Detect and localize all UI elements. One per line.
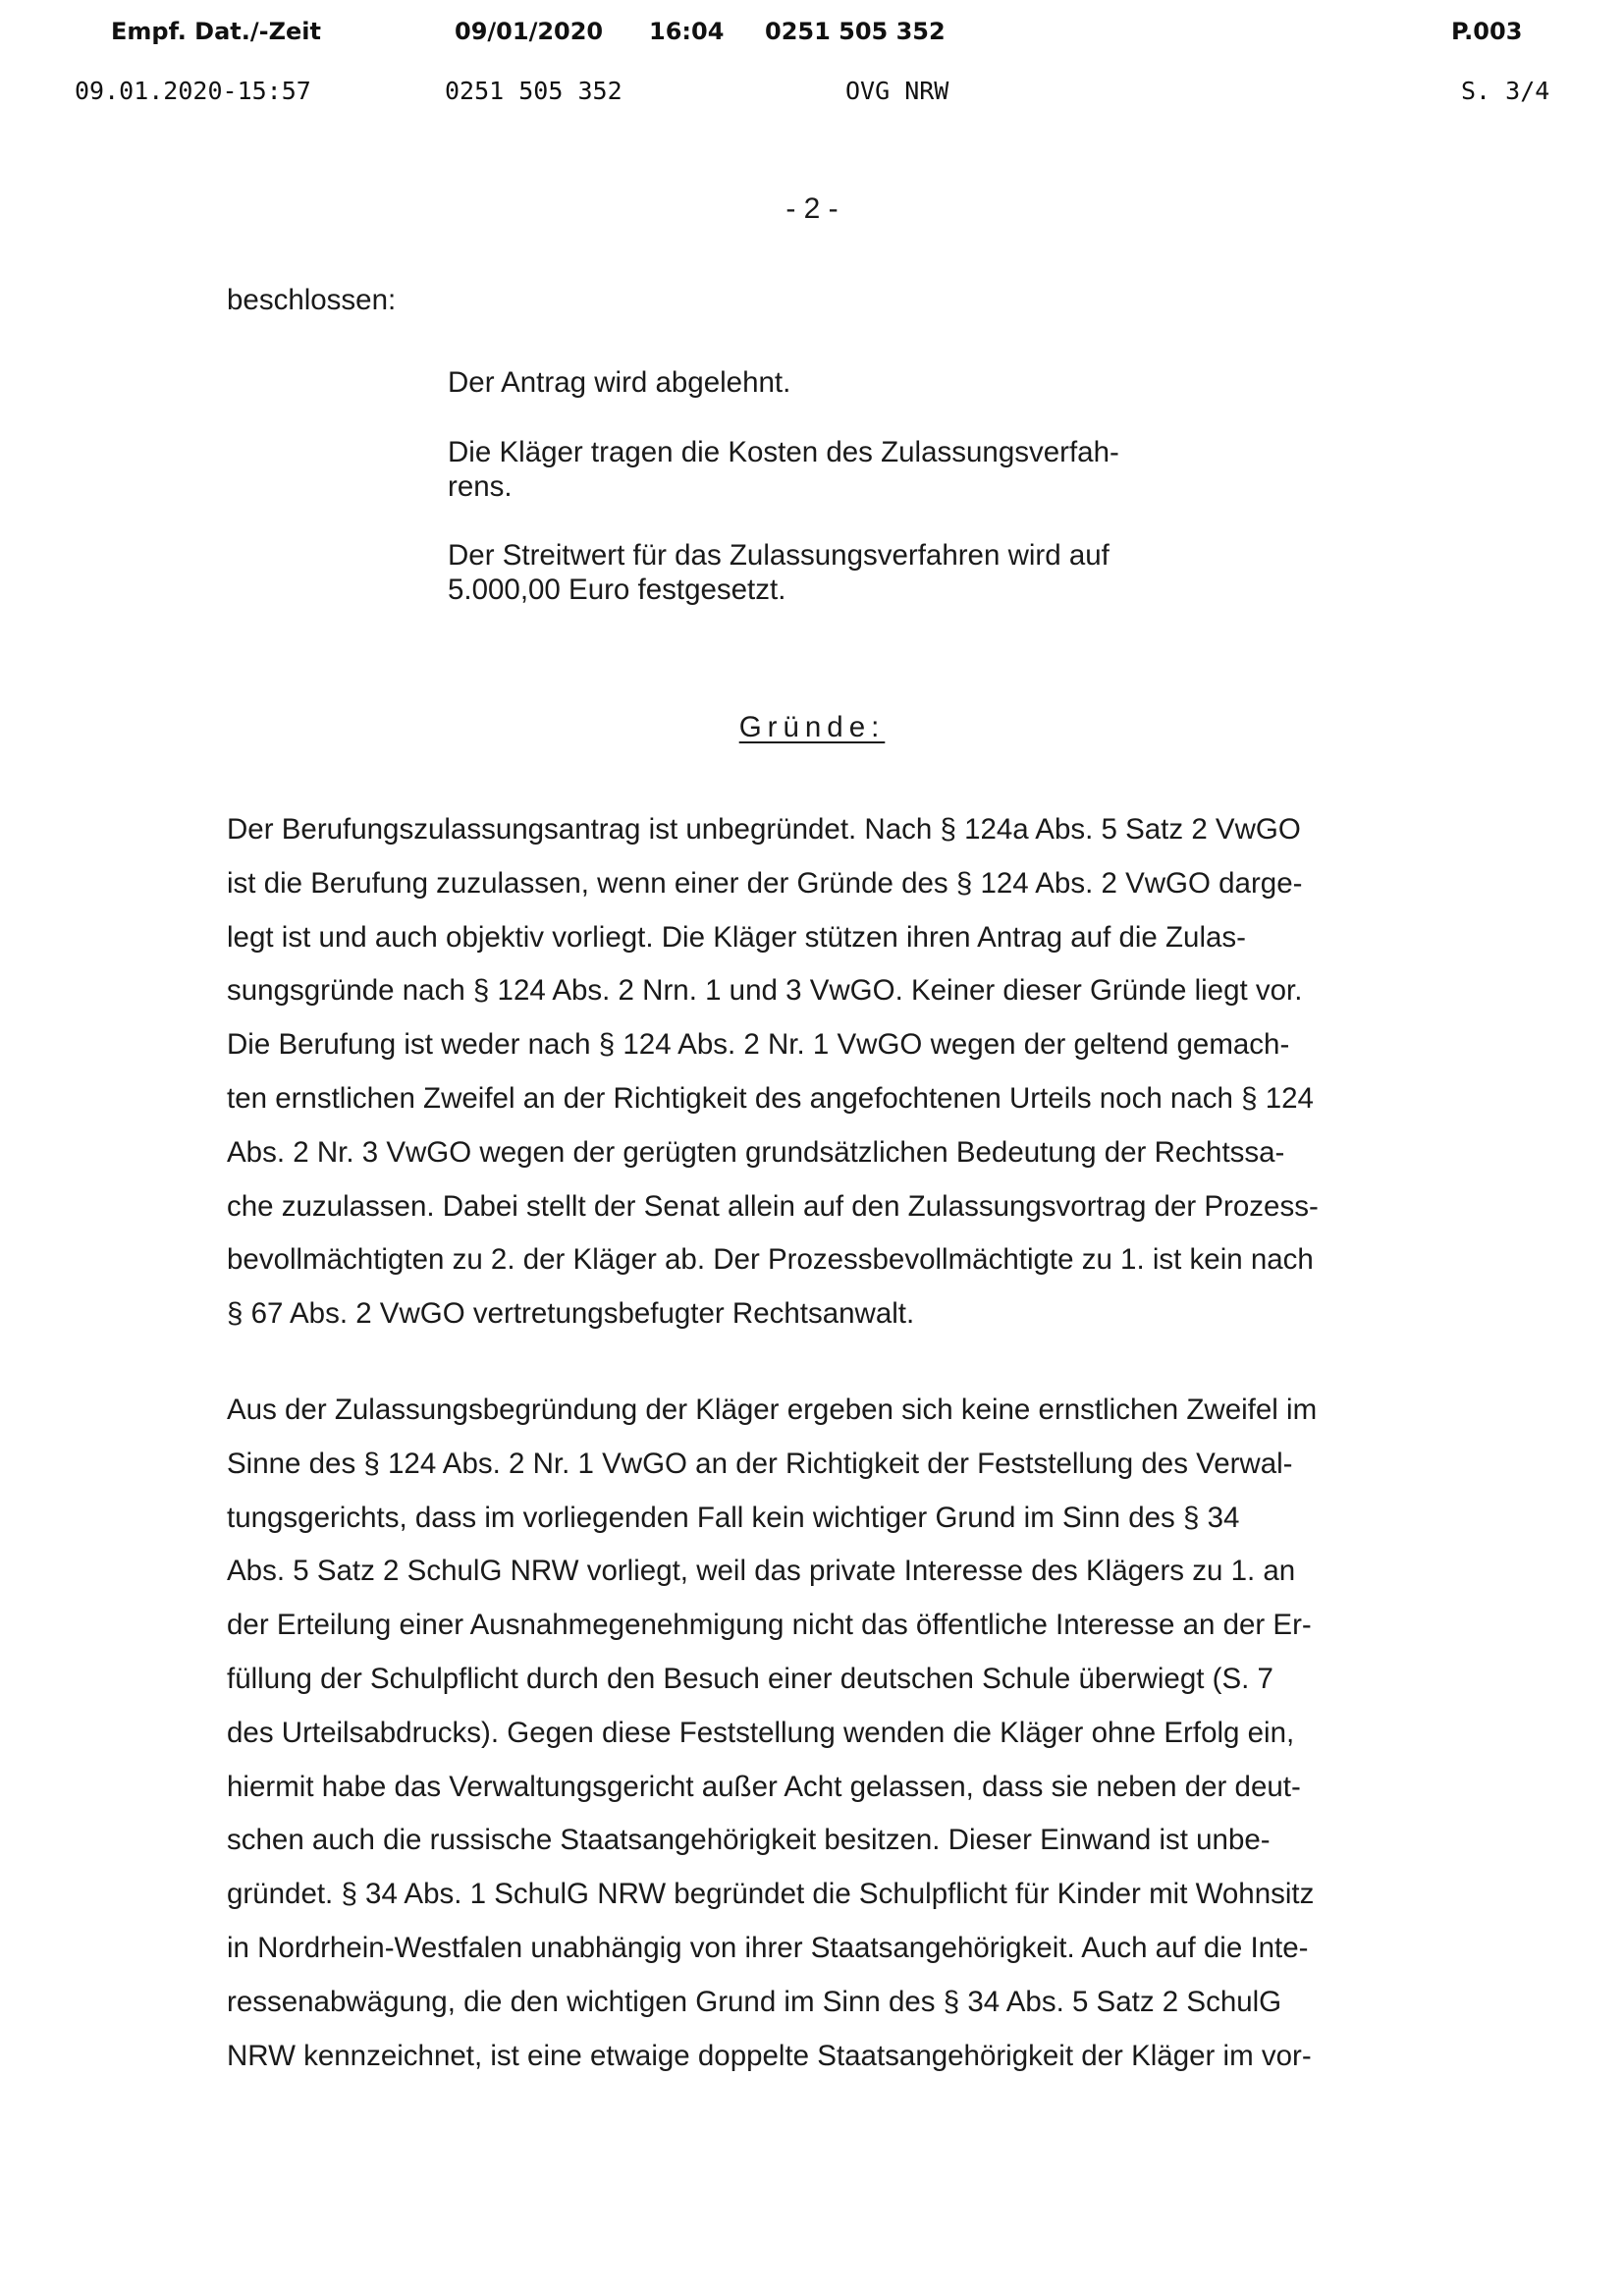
paragraph-line: Die Berufung ist weder nach § 124 Abs. 2 Nr. 1 VwGO wegen der geltend gemach- bbox=[227, 1028, 1290, 1062]
fax-sender-name: OVG NRW bbox=[845, 77, 949, 105]
paragraph-line: ist die Berufung zuzulassen, wenn einer der Gründe des § 124 Abs. 2 VwGO darge- bbox=[227, 866, 1303, 900]
fax-sent-page: S. 3/4 bbox=[1461, 77, 1550, 105]
fax-sent-number: 0251 505 352 bbox=[445, 77, 623, 105]
paragraph-line: der Erteilung einer Ausnahmegenehmigung nicht das öffentliche Interesse an der Er- bbox=[227, 1609, 1312, 1642]
decision-line: Der Antrag wird abgelehnt. bbox=[448, 366, 791, 399]
paragraph-line: NRW kennzeichnet, ist eine etwaige doppelte Staatsangehörigkeit der Kläger im vor- bbox=[227, 2039, 1312, 2072]
fax-received-page: P.003 bbox=[1451, 18, 1523, 45]
reasons-heading bbox=[0, 711, 1624, 744]
paragraph-line: sungsgründe nach § 124 Abs. 2 Nrn. 1 und 3 VwGO. Keiner dieser Gründe liegt vor. bbox=[227, 974, 1303, 1008]
paragraph-line: Der Berufungszulassungsantrag ist unbegründet. Nach § 124a Abs. 5 Satz 2 VwGO bbox=[227, 813, 1301, 846]
paragraph-line: gründet. § 34 Abs. 1 SchulG NRW begründet die Schulpflicht für Kinder mit Wohnsitz bbox=[227, 1878, 1315, 1911]
fax-received-number: 0251 505 352 bbox=[765, 18, 946, 45]
paragraph-line: legt ist und auch objektiv vorliegt. Die Kläger stützen ihren Antrag auf die Zulas- bbox=[227, 920, 1246, 954]
paragraph-line: tungsgerichts, dass im vorliegenden Fall kein wichtiger Grund im Sinn des § 34 bbox=[227, 1501, 1240, 1534]
page-number: - 2 - bbox=[785, 192, 839, 225]
decision-line: 5.000,00 Euro festgesetzt. bbox=[448, 574, 786, 606]
paragraph-line: hiermit habe das Verwaltungsgericht außer Acht gelassen, dass sie neben der deut- bbox=[227, 1770, 1301, 1803]
fax-received-time: 16:04 bbox=[649, 18, 725, 45]
fax-sent-datetime: 09.01.2020-15:57 bbox=[75, 77, 311, 105]
fax-received-date: 09/01/2020 bbox=[455, 18, 604, 45]
fax-received-label: Empf. Dat./-Zeit bbox=[111, 18, 321, 45]
paragraph-line: bevollmächtigten zu 2. der Kläger ab. Der Prozessbevollmächtigte zu 1. ist kein nach bbox=[227, 1243, 1314, 1277]
reasons-heading-text: Gründe: bbox=[738, 711, 886, 743]
paragraph-line: des Urteilsabdrucks). Gegen diese Feststellung wenden die Kläger ohne Erfolg ein, bbox=[227, 1716, 1295, 1749]
paragraph-line: Abs. 5 Satz 2 SchulG NRW vorliegt, weil das private Interesse des Klägers zu 1. an bbox=[227, 1555, 1296, 1588]
paragraph-line: in Nordrhein-Westfalen unabhängig von ihrer Staatsangehörigkeit. Auch auf die Inte- bbox=[227, 1931, 1309, 1964]
decision-line: Der Streitwert für das Zulassungsverfahren wird auf bbox=[448, 539, 1110, 572]
reasons-paragraph bbox=[227, 1384, 1317, 2083]
paragraph-line: füllung der Schulpflicht durch den Besuch einer deutschen Schule überwiegt (S. 7 bbox=[227, 1662, 1273, 1695]
paragraph-line: § 67 Abs. 2 VwGO vertretungsbefugter Rechtsanwalt. bbox=[227, 1297, 915, 1331]
paragraph-line: Abs. 2 Nr. 3 VwGO wegen der gerügten grundsätzlichen Bedeutung der Rechtssa- bbox=[227, 1135, 1285, 1169]
paragraph-line: schen auch die russische Staatsangehörigkeit besitzen. Dieser Einwand ist unbe- bbox=[227, 1824, 1271, 1857]
reasons-paragraph bbox=[227, 803, 1319, 1341]
paragraph-line: Aus der Zulassungsbegründung der Kläger ergeben sich keine ernstlichen Zweifel im bbox=[227, 1394, 1318, 1426]
paragraph-line: ressenabwägung, die den wichtigen Grund im Sinn des § 34 Abs. 5 Satz 2 SchulG bbox=[227, 1985, 1282, 2018]
decision-intro: beschlossen: bbox=[227, 284, 397, 316]
decision-item bbox=[448, 365, 790, 400]
paragraph-line: che zuzulassen. Dabei stellt der Senat allein auf den Zulassungsvortrag der Prozess- bbox=[227, 1189, 1319, 1223]
decision-item bbox=[448, 435, 1119, 504]
paragraph-line: ten ernstlichen Zweifel an der Richtigkeit des angefochtenen Urteils noch nach § 124 bbox=[227, 1081, 1314, 1115]
paragraph-line: Sinne des § 124 Abs. 2 Nr. 1 VwGO an der Richtigkeit der Feststellung des Verwal- bbox=[227, 1447, 1293, 1480]
decision-line: Die Kläger tragen die Kosten des Zulassungsverfah- bbox=[448, 436, 1119, 468]
decision-item bbox=[448, 538, 1110, 607]
decision-line: rens. bbox=[448, 470, 513, 503]
